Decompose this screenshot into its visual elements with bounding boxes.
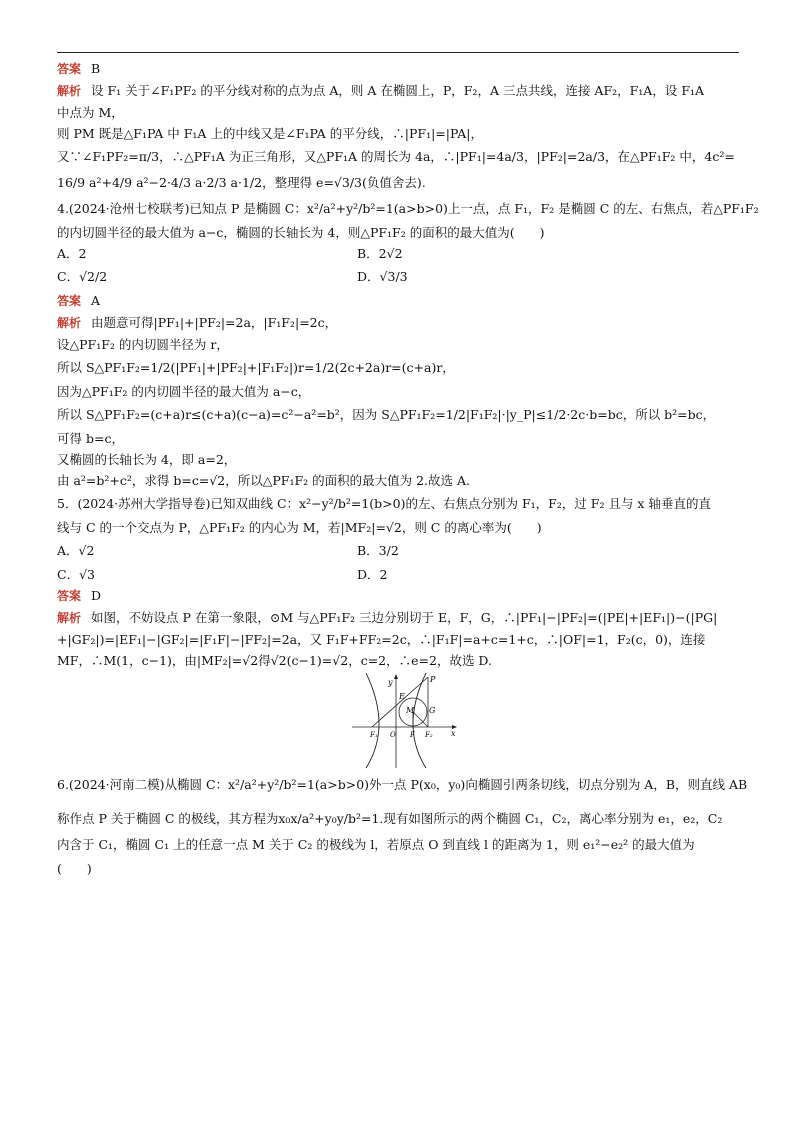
option-a: A．2 [57,246,87,261]
q5-analysis-line: +|GF₂|)=|EF₁|−|GF₂|=|F₁F|−|FF₂|=2a，又 F₁F+FF₂=2c，∴|F₁F|=a+c=1+c，∴|OF|=1，F₂(c，0)，连接 [57,632,706,647]
option-b: B．3/2 [357,543,399,558]
option-d: D．2 [357,567,388,582]
label-f: F [410,731,415,739]
q4-stem-line: 4.(2024·沧州七校联考)已知点 P 是椭圆 C：x²/a²+y²/b²=1(a>b>0)上一点，点 F₁，F₂ 是椭圆 C 的左、右焦点，若△PF₁F₂ [57,201,759,216]
analysis-label: 解析 [57,316,82,330]
q4-analysis-line: 所以 S△PF₁F₂=1/2(|PF₁|+|PF₂|+|F₁F₂|)r=1/2(2c+2a)r=(c+a)r， [57,360,455,375]
header-rule [57,52,739,53]
q4-analysis-line: 所以 S△PF₁F₂=(c+a)r≤(c+a)(c−a)=c²−a²=b²，因为 S△PF₁F₂=1/2|F₁F₂|·|y_P|≤1/2·2c·b=bc，所以 b²=bc， [57,407,716,422]
analysis-label: 解析 [57,611,82,625]
answer-label: 答案 [57,294,82,308]
label-f2: F₂ [425,731,433,739]
q4-analysis-line: 设△PF₁F₂ 的内切圆半径为 r， [57,337,229,352]
q6-stem-line: 内含于 C₁，椭圆 C₁ 上的任意一点 M 关于 C₂ 的极线为 l，若原点 O 到直线 l 的距离为 1，则 e₁²−e₂² 的最大值为 [57,837,695,852]
label-o: O [390,731,396,739]
label-x: x [451,729,456,738]
label-e: E [399,692,405,701]
hyperbola-figure [352,673,462,768]
q6-stem-line: ( ) [57,861,92,876]
option-c: C．√3 [57,567,95,582]
answer-value: A [91,293,101,308]
q4-answer-row [57,290,741,312]
q6-stem-line: 称作点 P 关于椭圆 C 的极线，其方程为x₀x/a²+y₀y/b²=1.现有如图所示的两个椭圆 C₁，C₂，离心率分别为 e₁，e₂，C₂ [57,811,723,826]
label-y: y [388,678,393,687]
answer-label: 答案 [57,62,82,76]
q3-analysis-line: 则 PM 既是△F₁PA 中 F₁A 上的中线又是∠F₁PA 的平分线，∴|PF₁|=|PA|， [57,126,484,141]
document-body [57,58,759,879]
option-a: A．√2 [57,543,95,558]
q5-analysis-line: MF，∴M(1，c−1)，由|MF₂|=√2得√2(c−1)=√2，c=2，∴e=2，故选 D. [57,653,492,668]
q4-analysis-line: 由 a²=b²+c²，求得 b=c=√2，所以△PF₁F₂ 的面积的最大值为 2.故选 A. [57,473,470,488]
q4-analysis-line: 因为△PF₁F₂ 的内切圆半径的最大值为 a−c， [57,384,311,399]
label-p: P [430,675,436,684]
q4-analysis-line: 可得 b=c， [57,431,124,446]
segment-pf1 [372,677,428,727]
q4-analysis-line: 解析 由题意可得|PF₁|+|PF₂|=2a，|F₁F₂|=2c， [57,315,338,330]
analysis-label: 解析 [57,84,82,98]
q6-stem-line: 6.(2024·河南二模)从椭圆 C：x²/a²+y²/b²=1(a>b>0)外一点 P(x₀，y₀)向椭圆引两条切线，切点分别为 A，B，则直线 AB [57,777,748,792]
q4-analysis-line: 又椭圆的长轴长为 4，即 a=2， [57,452,237,467]
q3-answer-row [57,58,741,80]
answer-label: 答案 [57,589,82,603]
option-b: B．2√2 [357,246,403,261]
q3-analysis-line: 16/9 a²+4/9 a²−2·4/3 a·2/3 a·1/2，整理得 e=√3/3(负值舍去). [57,175,426,190]
label-g: G [429,706,436,715]
q5-options-row [57,564,741,585]
q4-options-row [57,243,741,264]
q5-answer-row [57,585,741,607]
q5-stem-line: 线与 C 的一个交点为 P，△PF₁F₂ 的内心为 M，若|MF₂|=√2，则 C 的离心率为( ) [57,520,542,535]
label-m: M [406,706,415,715]
y-axis-arrow [394,674,398,679]
answer-value: B [91,61,101,76]
option-d: D．√3/3 [357,269,408,284]
q4-stem-line: 的内切圆半径的最大值为 a−c，椭圆的长轴长为 4，则△PF₁F₂ 的面积的最大值为( ) [57,225,545,240]
q5-stem-line: 5．(2024·苏州大学指导卷)已知双曲线 C：x²−y²/b²=1(b>0)的左、右焦点分别为 F₁，F₂，过 F₂ 且与 x 轴垂直的直 [57,496,711,511]
label-f1: F₁ [370,731,378,739]
answer-value: D [91,588,102,603]
option-c: C．√2/2 [57,269,108,284]
segment-mf2 [413,712,428,727]
q3-analysis-line: 又∵∠F₁PF₂=π/3，∴△PF₁A 为正三角形，又△PF₁A 的周长为 4a，∴|PF₁|=4a/3，|PF₂|=2a/3，在△PF₁F₂ 中，4c²= [57,149,735,164]
q4-options-row [57,264,741,290]
q3-analysis-line: 中点为 M， [57,105,124,120]
q5-options-row [57,538,741,564]
q5-analysis-line: 解析 如图，不妨设点 P 在第一象限，⊙M 与△PF₁F₂ 三边分别切于 E，F，G，∴|PF₁|−|PF₂|=(|PE|+|EF₁|)−(|PG| [57,610,718,625]
hyperbola-diagram [352,673,462,768]
hyperbola-left-branch [366,673,379,768]
q3-analysis-line: 解析 设 F₁ 关于∠F₁PF₂ 的平分线对称的点为点 A，则 A 在椭圆上，P，F₂，A 三点共线，连接 AF₂，F₁A，设 F₁A [57,83,705,98]
